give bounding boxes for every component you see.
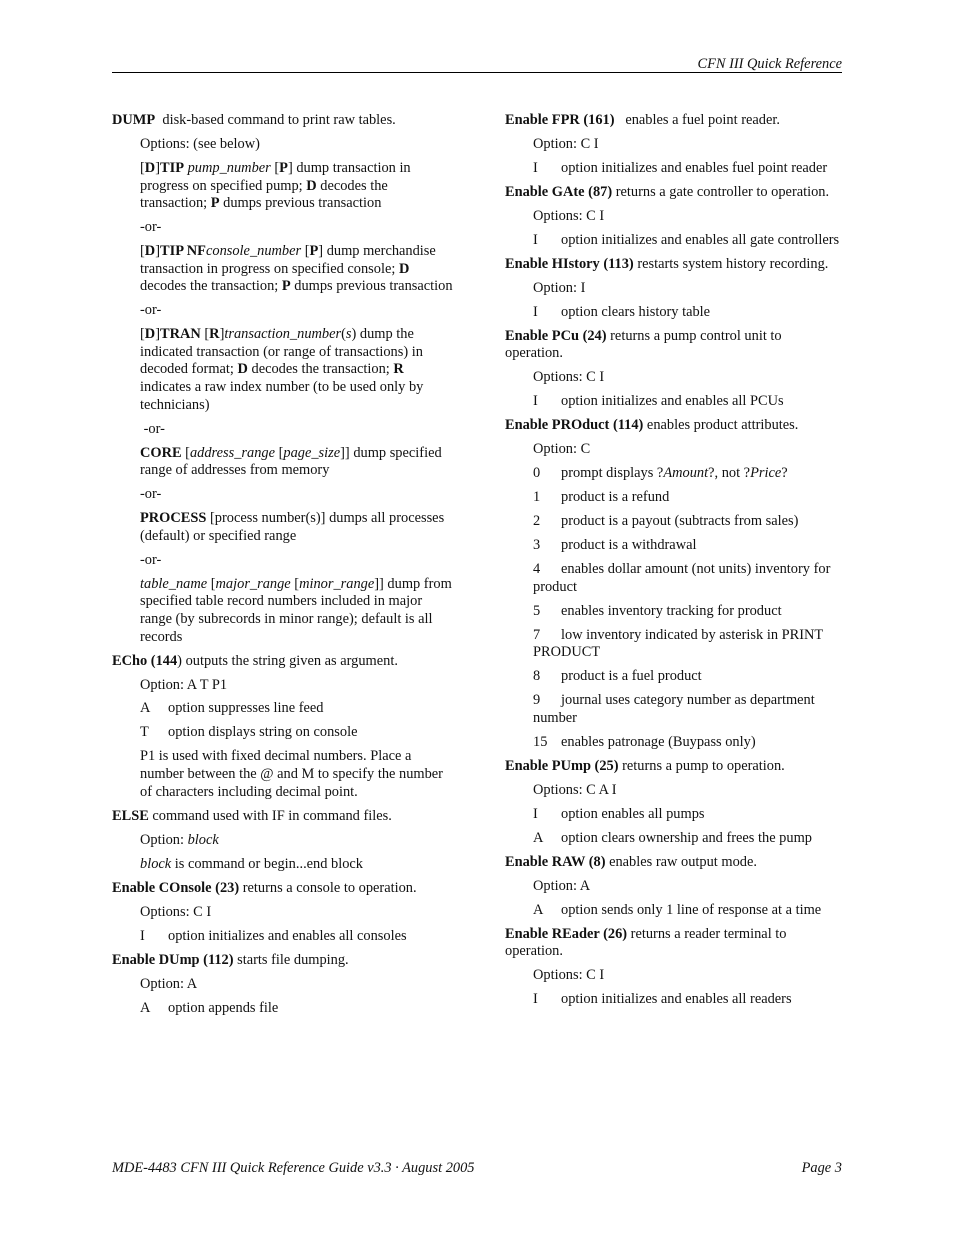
enable-raw-entry: Enable RAW (8) enables raw output mode. [505,853,757,870]
product-option: Option: C [533,441,591,458]
fpr-item-i: I option initializes and enables fuel point reader [533,159,828,176]
or-separator: -or- [140,486,162,503]
pcu-item-i: I option initializes and enables all PCUs [533,393,784,410]
echo-item-p1: P1 is used with fixed decimal numbers. Place a number between the @ and M to specify the number of characters including decimal point. [140,748,443,800]
history-item-i: I option clears history table [533,303,711,320]
product-item-7: 7 low inventory indicated by asterisk in PRINT PRODUCT [533,626,823,661]
or-separator: -or- [140,302,162,319]
product-item-15: 15 enables patronage (Buypass only) [533,734,756,751]
dump-tran: [D]TRAN [R]transaction_number(s) dump the indicated transaction (or range of transactions) in decoded format; D decodes the transaction; R indicates a raw index number (to be used only by technicians) [140,326,424,413]
echo-item-t: T option displays string on console [140,724,358,741]
dump-description: disk-based command to print raw tables. [162,112,396,128]
or-separator: -or- [140,219,162,236]
history-option: Option: I [533,279,586,296]
right-column [505,112,842,1015]
echo-option: Option: A T P1 [140,676,228,693]
else-option: Option: block [140,831,219,848]
enable-reader-entry: Enable REader (26) returns a reader terminal to operation. [505,925,787,960]
raw-option: Option: A [533,877,591,894]
fpr-option: Option: C I [533,135,599,152]
raw-item-a: A option sends only 1 line of response at a time [533,901,822,918]
else-entry: ELSE command used with IF in command files. [112,807,392,824]
dump-command: DUMP [112,112,156,128]
pump-item-i: I option enables all pumps [533,805,705,822]
else-block: block is command or begin...end block [140,855,364,872]
pcu-options: Options: C I [533,369,605,386]
gate-item-i: I option initializes and enables all gate controllers [533,231,840,248]
product-item-1: 1 product is a refund [533,489,670,506]
enable-gate-entry: Enable GAte (87) returns a gate controller to operation. [505,183,830,200]
product-item-5: 5 enables inventory tracking for product [533,602,782,619]
dump-process: PROCESS [process number(s)] dumps all processes (default) or specified range [140,510,445,544]
dump-options: Options: (see below) [140,135,260,152]
gate-options: Options: C I [533,207,605,224]
page-header [112,56,842,73]
product-item-4: 4 enables dollar amount (not units) inventory for product [533,561,831,595]
edump-item-a: A option appends file [140,999,279,1016]
product-item-3: 3 product is a withdrawal [533,537,697,554]
or-separator: -or- [140,420,165,437]
product-item-9: 9 journal uses category number as department number [533,692,815,727]
dump-tip: [D]TIP pump_number [P] dump transaction in progress on specified pump; D decodes the transaction; P dumps previous transaction [140,159,411,212]
enable-pcu-entry: Enable PCu (24) returns a pump control unit to operation. [505,327,782,362]
dump-entry [112,112,454,130]
dump-core: CORE [address_range [page_size]] dump specified range of addresses from memory [140,444,442,479]
product-item-2: 2 product is a payout (subtracts from sales) [533,513,799,530]
console-options: Options: C I [140,903,212,920]
pump-options: Options: C A I [533,781,617,798]
footer-doc-title: MDE-4483 CFN III Quick Reference Guide v3.3 · August 2005 [112,1160,475,1176]
enable-pump-entry: Enable PUmp (25) returns a pump to operation. [505,758,785,774]
or-separator: -or- [140,551,162,568]
product-item-0: 0 prompt displays ?Amount?, not ?Price? [533,465,788,482]
enable-dump-entry: Enable DUmp (112) starts file dumping. [112,951,349,968]
enable-history-entry: Enable HIstory (113) restarts system history recording. [505,255,829,272]
enable-product-entry: Enable PROduct (114) enables product attributes. [505,417,799,434]
footer-page-number: Page 3 [801,1160,842,1176]
dump-tip-nf: [D]TIP NFconsole_number [P] dump merchandise transaction in progress on specified console; D decodes the transaction; P dumps previous transaction [140,243,453,295]
enable-console-entry: Enable COnsole (23) returns a console to operation. [112,879,417,896]
dump-table: table_name [major_range [minor_range]] dump from specified table record numbers included in major range (by subrecords in minor range); default is all records [140,575,452,645]
console-item-i: I option initializes and enables all consoles [140,927,407,944]
echo-item-a: A option suppresses line feed [140,700,324,717]
echo-entry: ECho (144) outputs the string given as argument. [112,652,398,669]
edump-option: Option: A [140,975,198,992]
enable-fpr-entry: Enable FPR (161) enables a fuel point reader. [505,112,780,128]
reader-item-i: I option initializes and enables all readers [533,991,792,1008]
header-title: CFN III Quick Reference [697,56,842,72]
reader-options: Options: C I [533,967,605,984]
product-item-8: 8 product is a fuel product [533,668,702,685]
pump-item-a: A option clears ownership and frees the pump [533,829,812,846]
left-column [112,112,454,1023]
